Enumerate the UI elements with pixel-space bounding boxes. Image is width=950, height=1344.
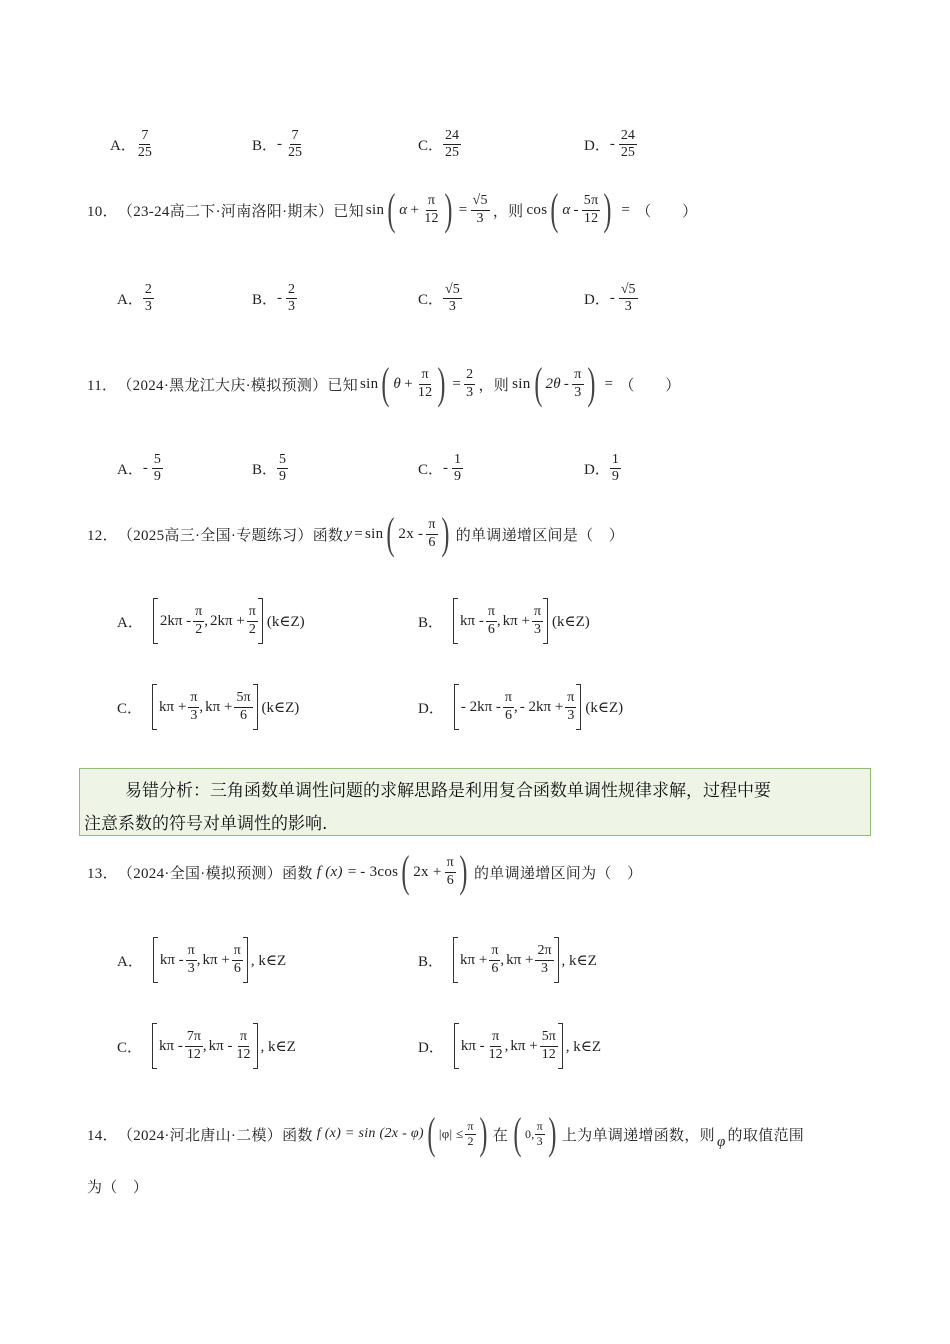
error-analysis-note [79,768,871,836]
q10-stem: 10． （23-24高二下·河南洛阳·期末）已知 sin ( α + $\frac{\pi}{12}$ ) = $\frac{√5}{3}$ ，则 cos ( α - $\frac{5\pi}{12}$ ) = （ ） [87,185,698,234]
q10-option-c[interactable]: C． $\frac{√5}{3}$ [418,282,460,315]
q10-option-a[interactable]: A． $\frac{2}{3}$ [117,282,152,315]
q12-option-b[interactable]: B． kπ - $\frac{\pi}{6}$ , kπ + $\frac{\pi}{3}$ (k∈Z) [418,598,590,644]
q9-option-c[interactable]: C． $\frac{24}{25}$ [418,128,460,161]
q12-option-a[interactable]: A． 2kπ - $\frac{\pi}{2}$ , 2kπ + $\frac{\pi}{2}$ (k∈Z) [117,598,305,644]
note-line-2: 注意系数的符号对单调性的影响. [84,814,328,834]
q10-option-b[interactable]: B． - $\frac{2}{3}$ [252,282,296,315]
note-line-1: 易错分析：三角函数单调性问题的求解思路是利用复合函数单调性规律求解，过程中要 [125,781,771,801]
q10-option-d[interactable]: D． - $\frac{√5}{3}$ [584,282,636,315]
q9-option-b[interactable]: B． - $\frac{7}{25}$ [252,128,303,161]
q13-option-d[interactable]: D． kπ - $\frac{\pi}{12}$ , kπ + $\frac{5\pi}{12}$ , k∈Z [418,1023,601,1069]
q11-option-a[interactable]: A． - $\frac{5}{9}$ [117,452,161,485]
q11-stem: 11． （2024·黑龙江大庆·模拟预测）已知 sin ( θ + $\frac{\pi}{12}$ ) = $\frac{2}{3}$ ，则 sin ( 2θ - $\frac{\pi}{3}$ ) = （ ） [87,359,681,408]
q13-option-b[interactable]: B． kπ + $\frac{\pi}{6}$ , kπ + $\frac{2\pi}{3}$ , k∈Z [418,937,597,983]
q12-option-c[interactable]: C． kπ + $\frac{\pi}{3}$ , kπ + $\frac{5\pi}{6}$ (k∈Z) [117,684,299,730]
q12-option-d[interactable]: D． - 2kπ - $\frac{\pi}{6}$ , - 2kπ + $\frac{\pi}{3}$ (k∈Z) [418,684,623,730]
q14-stem: 14． （2024·河北唐山·二模）函数 f (x) = sin (2x - φ) ( |φ| ≤ $\frac{\pi}{2}$ ) 在 ( 0, $\frac{\pi}{3}$ ) 上为单调递增函数，则 φ 的取值范围 [87,1109,805,1158]
q9-option-d[interactable]: D． - $\frac{24}{25}$ [584,128,635,161]
q11-option-c[interactable]: C． - $\frac{1}{9}$ [418,452,462,485]
q12-stem: 12． （2025高三·全国·专题练习）函数 y = sin ( 2x - $\frac{\pi}{6}$ ) 的单调递增区间是（ ） [87,509,624,558]
q13-option-c[interactable]: C． kπ - $\frac{7\pi}{12}$ , kπ - $\frac{\pi}{12}$ , k∈Z [117,1023,296,1069]
q11-option-b[interactable]: B． $\frac{5}{9}$ [252,452,287,485]
q11-option-d[interactable]: D． $\frac{1}{9}$ [584,452,619,485]
q9-option-a[interactable]: A． $\frac{7}{25}$ [110,128,152,161]
q13-option-a[interactable]: A． kπ - $\frac{\pi}{3}$ , kπ + $\frac{\pi}{6}$ , k∈Z [117,937,286,983]
q14-stem-line-2: 为（ ） [87,1180,149,1196]
q13-stem: 13． （2024·全国·模拟预测）函数 f (x) = - 3cos ( 2x + $\frac{\pi}{6}$ ) 的单调递增区间为（ ） [87,847,643,896]
